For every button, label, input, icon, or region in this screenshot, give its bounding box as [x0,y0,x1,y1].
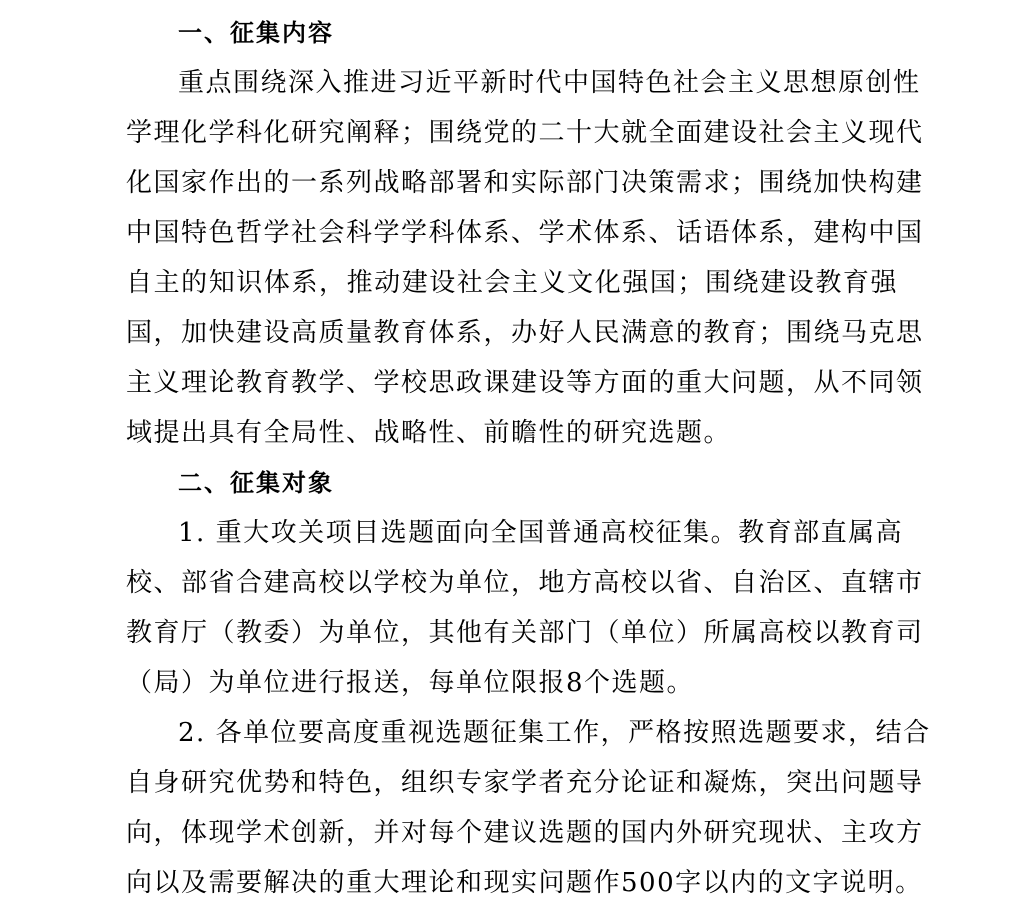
paragraph-line: 向以及需要解决的重大理论和现实问题作500字以内的文字说明。 [126,868,923,898]
paragraph-line: 重点围绕深入推进习近平新时代中国特色社会主义思想原创性 [178,68,921,98]
paragraph-line: 校、部省合建高校以学校为单位，地方高校以省、自治区、直辖市 [126,568,924,598]
paragraph-line: 主义理论教育教学、学校思政课建设等方面的重大问题，从不同领 [126,368,924,398]
paragraph-line: 自身研究优势和特色，组织专家学者充分论证和凝炼，突出问题导 [126,768,924,798]
paragraph-content-scope [126,58,924,458]
paragraph-target-item-2 [126,708,931,908]
paragraph-line: 2. 各单位要高度重视选题征集工作，严格按照选题要求，结合 [178,718,931,748]
paragraph-line: 国，加快建设高质量教育体系，办好人民满意的教育；围绕马克思 [126,318,924,348]
paragraph-line: 向，体现学术创新，并对每个建议选题的国内外研究现状、主攻方 [126,818,924,848]
paragraph-line: 教育厅（教委）为单位，其他有关部门（单位）所属高校以教育司 [126,618,924,648]
document-page [126,8,931,908]
paragraph-line: 自主的知识体系，推动建设社会主义文化强国；围绕建设教育强 [126,268,898,298]
paragraph-line: 学理化学科化研究阐释；围绕党的二十大就全面建设社会主义现代 [126,118,924,148]
paragraph-line: 中国特色哲学社会科学学科体系、学术体系、话语体系，建构中国 [126,218,924,248]
paragraph-target-item-1 [126,508,924,708]
section-heading-content: 一、征集内容 [178,19,334,47]
paragraph-line: 化国家作出的一系列战略部署和实际部门决策需求；围绕加快构建 [126,168,924,198]
paragraph-line: 1. 重大攻关项目选题面向全国普通高校征集。教育部直属高 [178,518,904,548]
paragraph-line: 域提出具有全局性、战略性、前瞻性的研究选题。 [126,418,732,448]
section-heading-target: 二、征集对象 [178,469,334,497]
paragraph-line: （局）为单位进行报送，每单位限报8个选题。 [126,668,695,698]
